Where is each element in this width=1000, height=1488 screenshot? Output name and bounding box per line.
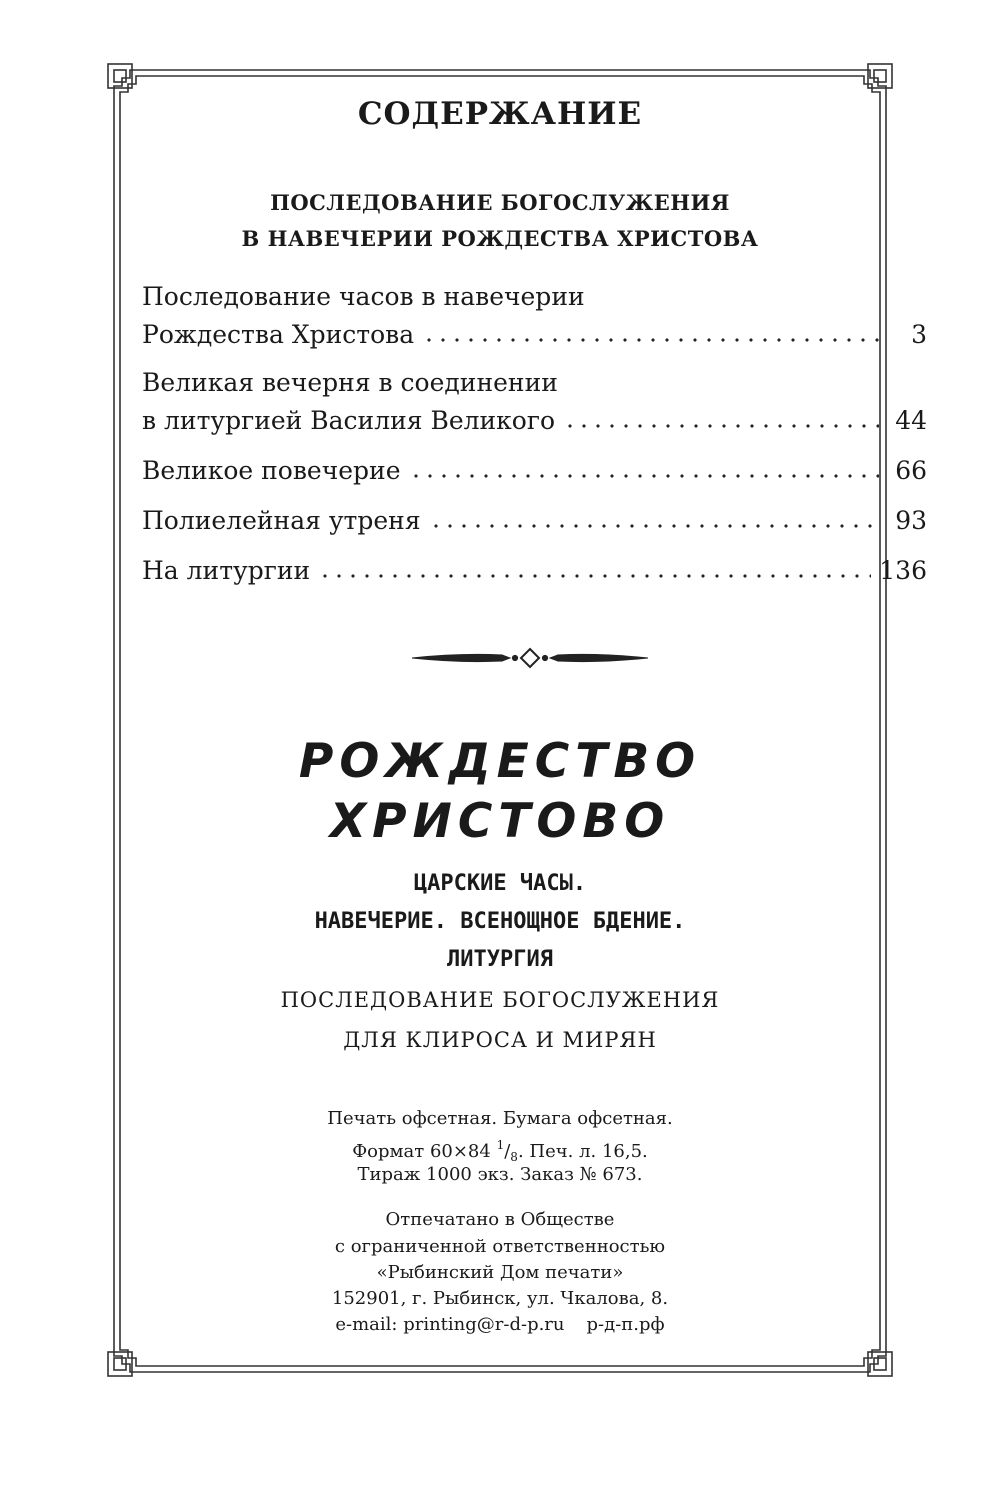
book-description-line-2: ДЛЯ КЛИРОСА И МИРЯН — [343, 1028, 657, 1052]
imprint-print-paper: Печать офсетная. Бумага офсетная. — [327, 1108, 673, 1129]
format-numerator: 1 — [496, 1138, 505, 1152]
toc-page-number: 136 — [879, 556, 927, 585]
toc-page-number: 44 — [895, 406, 927, 435]
printer-line-2: с ограниченной ответственностью — [334, 1236, 666, 1257]
toc-entry-5[interactable] — [142, 554, 927, 588]
book-title-line-1: РОЖДЕСТВО — [298, 734, 702, 789]
format-slash: / — [504, 1141, 511, 1162]
book-description-line-1: ПОСЛЕДОВАНИЕ БОГОСЛУЖЕНИЯ — [280, 988, 720, 1012]
toc-entry-title: Рождества Христова — [142, 320, 415, 349]
toc-entry-title: Великое повечерие — [142, 456, 401, 485]
ornament-divider-icon — [410, 644, 650, 672]
toc-entry-2[interactable] — [142, 404, 927, 438]
dot-leader — [318, 573, 871, 579]
dot-leader — [422, 337, 879, 343]
printer-address: 152901, г. Рыбинск, ул. Чкалова, 8. — [331, 1288, 669, 1309]
book-subtitle-line-2: НАВЕЧЕРИЕ. ВСЕНОЩНОЕ БДЕНИЕ. — [314, 909, 686, 934]
book-subtitle-line-3: ЛИТУРГИЯ — [447, 947, 553, 972]
printer-line-1: Отпечатано в Обществе — [385, 1209, 615, 1230]
toc-entry-title: На литургии — [142, 556, 311, 585]
toc-entry-1-line-1: Последование часов в навечерии — [142, 282, 585, 311]
dot-leader — [563, 423, 879, 429]
toc-page-number: 3 — [911, 320, 927, 349]
book-subtitle-line-1: ЦАРСКИЕ ЧАСЫ. — [413, 871, 587, 896]
printer-email[interactable]: e-mail: printing@r-d-p.ru — [335, 1314, 565, 1335]
toc-entry-1[interactable] — [142, 318, 927, 352]
toc-page-number: 93 — [895, 506, 927, 535]
toc-entry-title: Полиелейная утреня — [142, 506, 421, 535]
toc-entry-2-line-1: Великая вечерня в соединении — [142, 368, 558, 397]
dot-leader — [429, 523, 879, 529]
imprint-circulation: Тираж 1000 экз. Заказ № 673. — [357, 1164, 643, 1185]
toc-entry-4[interactable] — [142, 504, 927, 538]
section-heading-line-2: В НАВЕЧЕРИИ РОЖДЕСТВА ХРИСТОВА — [241, 226, 759, 251]
format-denominator: 8 — [510, 1150, 518, 1164]
printer-name: «Рыбинский Дом печати» — [376, 1262, 624, 1283]
section-heading-line-1: ПОСЛЕДОВАНИЕ БОГОСЛУЖЕНИЯ — [270, 190, 730, 215]
toc-page-number: 66 — [895, 456, 927, 485]
format-suffix: . Печ. л. 16,5. — [517, 1141, 648, 1162]
toc-entry-3[interactable] — [142, 454, 927, 488]
printer-contacts — [100, 1310, 900, 1339]
printer-website[interactable]: р-д-п.рф — [586, 1314, 665, 1335]
format-prefix: Формат 60×84 — [352, 1141, 491, 1162]
dot-leader — [409, 473, 880, 479]
toc-entry-title: в литургией Василия Великого — [142, 406, 556, 435]
contents-heading: СОДЕРЖАНИЕ — [357, 96, 643, 132]
book-title-line-2: ХРИСТОВО — [329, 794, 671, 849]
